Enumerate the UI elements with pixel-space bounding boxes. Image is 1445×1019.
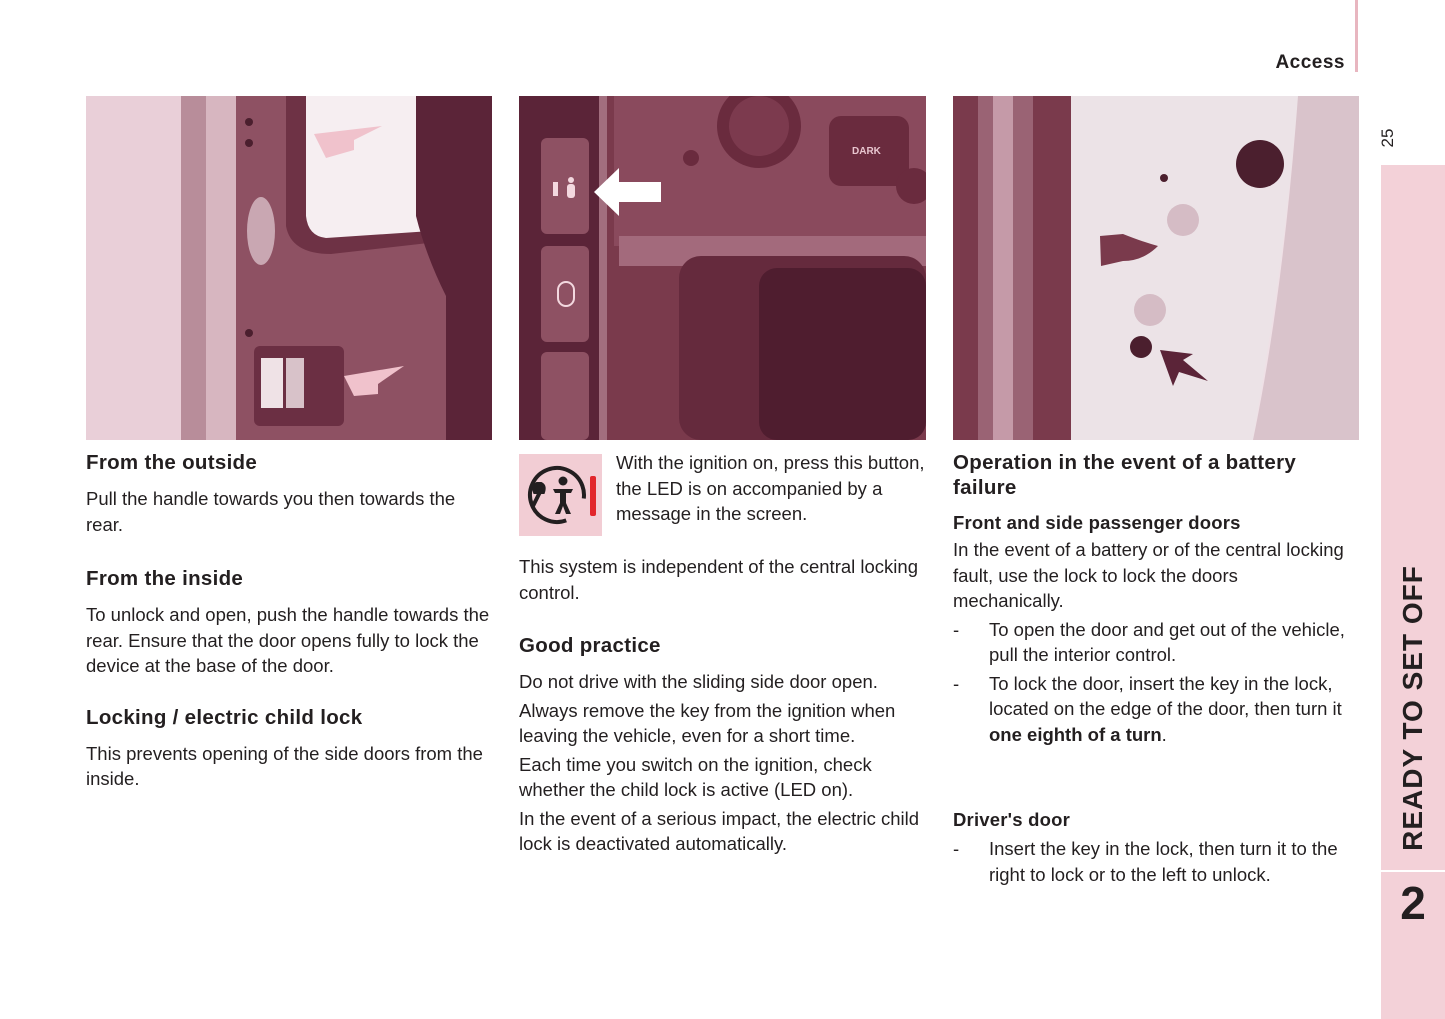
- dashboard-illustration: [519, 96, 926, 440]
- heading-drivers-door: Driver's door: [953, 809, 1071, 830]
- header-rule: [1355, 0, 1358, 72]
- paragraph: Do not drive with the sliding side door open.: [519, 671, 878, 692]
- child-lock-icon: [519, 454, 602, 536]
- led-indicator: [590, 476, 596, 516]
- dark-label: DARK: [852, 146, 881, 157]
- heading-from-outside: From the outside: [86, 451, 258, 474]
- door-handle-illustration: [86, 96, 492, 440]
- paragraph: Always remove the key from the ignition when leaving the vehicle, even for a short time.: [519, 699, 896, 746]
- section-title: Access: [1275, 52, 1345, 73]
- list-item: - To open the door and get out of the vehicle, pull the interior control.: [953, 617, 1353, 668]
- heading-from-inside: From the inside: [86, 567, 244, 590]
- list-item: - To lock the door, insert the key in the lock, located on the edge of the door, then turn it one eighth of a turn.: [953, 671, 1353, 748]
- column-middle: [519, 554, 929, 857]
- paragraph: Each time you switch on the ignition, check whether the child lock is active (LED on).: [519, 753, 872, 800]
- heading-passenger-doors: Front and side passenger doors: [953, 512, 1241, 533]
- page-number: 25: [1378, 128, 1397, 148]
- heading-child-lock: Locking / electric child lock: [86, 705, 363, 729]
- chapter-title-text: READY TO SET OFF: [1397, 565, 1428, 851]
- paragraph: With the ignition on, press this button, the LED is on accompanied by a message in the screen.: [616, 452, 925, 524]
- chapter-separator: [1381, 870, 1445, 872]
- chapter-number: 2: [1400, 877, 1426, 929]
- heading-battery-failure: Operation in the event of a battery failure: [953, 451, 1297, 499]
- paragraph: This prevents opening of the side doors from the inside.: [86, 742, 483, 789]
- door-lock-illustration: [953, 96, 1359, 440]
- column-left: [86, 450, 496, 792]
- press-instruction: [616, 450, 928, 527]
- paragraph: In the event of a serious impact, the electric child lock is deactivated automatically.: [519, 807, 920, 854]
- paragraph: This system is independent of the central locking control.: [519, 556, 918, 603]
- list-item: - Insert the key in the lock, then turn it to the right to lock or to the left to unlock.: [953, 836, 1353, 887]
- paragraph: To unlock and open, push the handle towards the rear. Ensure that the door opens fully to lock the device at the base of the door.: [86, 604, 490, 676]
- heading-good-practice: Good practice: [519, 634, 661, 657]
- column-right: [953, 450, 1353, 887]
- paragraph: In the event of a battery or of the central locking fault, use the lock to lock the doors mechanically.: [953, 539, 1344, 611]
- chapter-title: [1381, 558, 1445, 858]
- paragraph: Pull the handle towards you then towards the rear.: [86, 488, 456, 535]
